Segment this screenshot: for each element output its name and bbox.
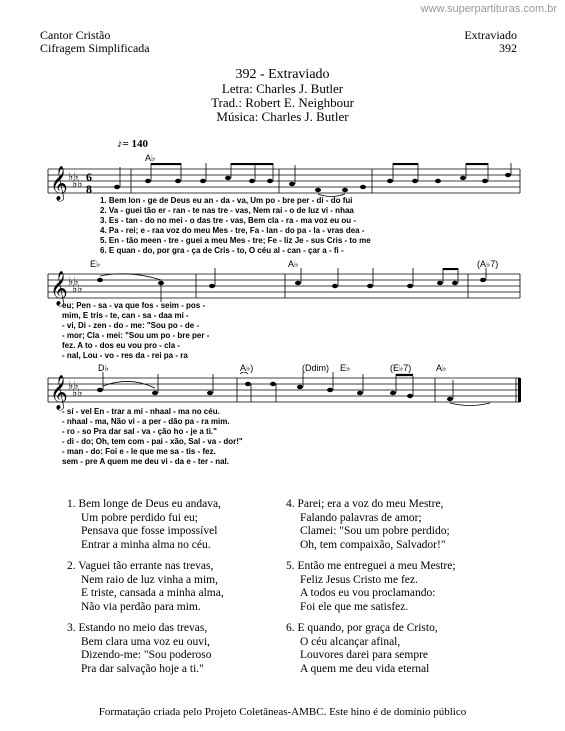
- svg-text:♭♭: ♭♭: [72, 177, 83, 190]
- verse-line: Nem raio de luz vinha a mim,: [81, 573, 219, 586]
- verse-line: O céu alcançar afinal,: [300, 635, 401, 648]
- tempo-marking: [117, 138, 148, 150]
- verse-line: Bem clara uma voz eu ouvi,: [81, 635, 211, 648]
- svg-text:6: 6: [86, 170, 92, 184]
- verse-line: Então me entreguei a meu Mestre;: [297, 560, 456, 572]
- lyrics-system-2: [62, 301, 502, 361]
- verse-line: A todos eu vou proclamando:: [300, 587, 436, 599]
- tempo-value: = 140: [122, 138, 149, 150]
- verse-6: [286, 622, 438, 676]
- book-name: Cantor Cristão: [40, 28, 111, 42]
- site-url[interactable]: www.superpartituras.com.br: [420, 3, 557, 15]
- header-left: [40, 29, 150, 55]
- chord-symbol: A♭: [145, 153, 156, 163]
- lyric-line: eu; Pen - sa - va que fos - seim - pos -: [62, 301, 206, 310]
- eighth-note-icon: ♪: [117, 138, 123, 150]
- chord-symbol: A♭: [288, 259, 299, 269]
- svg-text:𝄞: 𝄞: [50, 375, 68, 410]
- verse-line: Falando palavras de amor;: [300, 511, 422, 524]
- lyric-line: - vi, Di - zen - do - me: "Sou po - de -: [62, 321, 200, 330]
- verse-number: 5.: [286, 560, 295, 572]
- lyric-line: sem - pre A quem me deu vi - da e - ter - nal.: [62, 457, 230, 466]
- title-block: [0, 68, 565, 124]
- verse-line: Louvores darei para sempre: [300, 649, 429, 661]
- verse-line: Parei; era a voz do meu Mestre,: [297, 498, 444, 510]
- verse-line: E quando, por graça de Cristo,: [297, 622, 438, 634]
- verse-line: Estando no meio das trevas,: [78, 622, 208, 634]
- verse-line: Clamei: "Sou um pobre perdido;: [300, 525, 450, 537]
- lyric-line: - di - do; Oh, tem com - pai - xão, Sal - va - dor!": [62, 437, 243, 446]
- hymn-name: Extraviado: [464, 28, 517, 42]
- chord-symbol: A♭: [436, 363, 447, 373]
- verse-4: [286, 498, 450, 552]
- chord-symbol: E♭: [340, 363, 351, 373]
- verse-1: [67, 498, 221, 552]
- svg-text:8: 8: [86, 182, 92, 196]
- chord-symbol: (A♭7): [477, 259, 499, 269]
- verse-3: [67, 622, 212, 676]
- lyric-line: fez. A to - dos eu vou pro - cla -: [62, 341, 181, 350]
- lyric-line: - sí - vel En - trar a mi - nhaal - ma no céu.: [62, 407, 220, 416]
- lyric-line: 6. E quan - do, por gra - ça de Cris - to, O céu al - can - çar a - fi -: [100, 246, 344, 255]
- verse-line: E triste, cansada a minha alma,: [81, 587, 224, 599]
- svg-text:♭♭: ♭♭: [72, 386, 83, 399]
- lyric-line: 2. Va - guei tão er - ran - te nas tre - vas, Nem rai - o de luz vi - nhaa: [100, 206, 354, 215]
- edition-name: Cifragem Simplificada: [40, 41, 150, 55]
- verse-line: A quem me deu vida eternal: [300, 662, 430, 675]
- svg-text:♭♭: ♭♭: [68, 275, 79, 288]
- lyric-line: - mor; Cla - mei: "Sou um po - bre per -: [62, 331, 210, 340]
- footer-note: Formatação criada pelo Projeto Coletâneas-AMBC. Este hino é de domínio público: [98, 706, 467, 718]
- chord-symbol: E♭: [90, 259, 101, 269]
- verse-line: Oh, tem compaixão, Salvador!": [300, 538, 446, 551]
- lyric-line: - man - do: Foi e - le que me sa - tis - fez.: [62, 447, 216, 456]
- verse-line: Não via perdão para mim.: [81, 600, 201, 613]
- verse-line: Bem longe de Deus eu andava,: [78, 498, 221, 510]
- chord-symbol: A♭): [240, 363, 254, 373]
- svg-text:♭♭: ♭♭: [72, 282, 83, 295]
- svg-text:♭♭: ♭♭: [68, 379, 79, 392]
- staff-system-3: [0, 372, 565, 412]
- verse-line: Entrar a minha alma no céu.: [81, 538, 211, 551]
- lyric-line: 1. Bem lon - ge de Deus eu an - da - va, Um po - bre per - di - do fui: [100, 196, 353, 205]
- chord-symbol: D♭: [98, 363, 109, 373]
- verse-number: 6.: [286, 622, 295, 634]
- verse-line: Pra dar salvação hoje a ti.": [81, 662, 204, 675]
- svg-text:♭♭: ♭♭: [68, 170, 79, 183]
- header-right: [464, 29, 517, 55]
- verse-5: [286, 560, 456, 614]
- verse-line: Dizendo-me: "Sou poderoso: [81, 649, 212, 661]
- lyric-line: 5. En - tão meen - tre - guei a meu Mes - tre; Fe - liz Je - sus Cris - to me: [100, 236, 371, 245]
- verse-number: 1.: [67, 498, 76, 510]
- lyric-line: - nhaal - ma, Não vi - a per - dão pa - ra mim.: [62, 417, 230, 426]
- verse-line: Foi ele que me satisfez.: [300, 600, 409, 613]
- verse-line: Vaguei tão errante nas trevas,: [78, 560, 214, 572]
- chord-symbol: (E♭7): [390, 363, 412, 373]
- page-title: 392 - Extraviado: [235, 67, 330, 82]
- verse-2: [67, 560, 224, 614]
- lyrics-system-3: [62, 407, 502, 467]
- verse-line: Feliz Jesus Cristo me fez.: [300, 573, 418, 586]
- chord-symbol: (Ddim): [302, 363, 329, 373]
- verse-number: 4.: [286, 498, 295, 510]
- verse-line: Um pobre perdido fui eu;: [81, 511, 198, 524]
- lyric-line: - nal, Lou - vo - res da - rei pa - ra: [62, 351, 188, 360]
- lyric-line: 4. Pa - rei; e - raa voz do meu Mes - tre, Fa - lan - do pa - la - vras dea -: [100, 226, 365, 235]
- svg-text:𝄞: 𝄞: [50, 166, 68, 201]
- lyrics-system-1: [100, 196, 520, 256]
- verse-number: 2.: [67, 560, 76, 572]
- lyricist: Letra: Charles J. Butler: [221, 81, 344, 96]
- lyric-line: 3. Es - tan - do no mei - o das tre - vas, Bem cla - ra - ma voz eu ou -: [100, 216, 357, 225]
- svg-text:𝄞: 𝄞: [50, 271, 68, 306]
- hymn-number: 392: [499, 41, 517, 55]
- composer: Música: Charles J. Butler: [216, 109, 349, 124]
- translator: Trad.: Robert E. Neighbour: [211, 95, 354, 110]
- verse-line: Pensava que fosse impossível: [81, 525, 218, 537]
- lyric-line: - ro - so Pra dar sal - va - ção ho - je a ti.": [62, 427, 217, 436]
- verse-number: 3.: [67, 622, 76, 634]
- lyric-line: mim, E tris - te, can - sa - daa mi -: [62, 311, 189, 320]
